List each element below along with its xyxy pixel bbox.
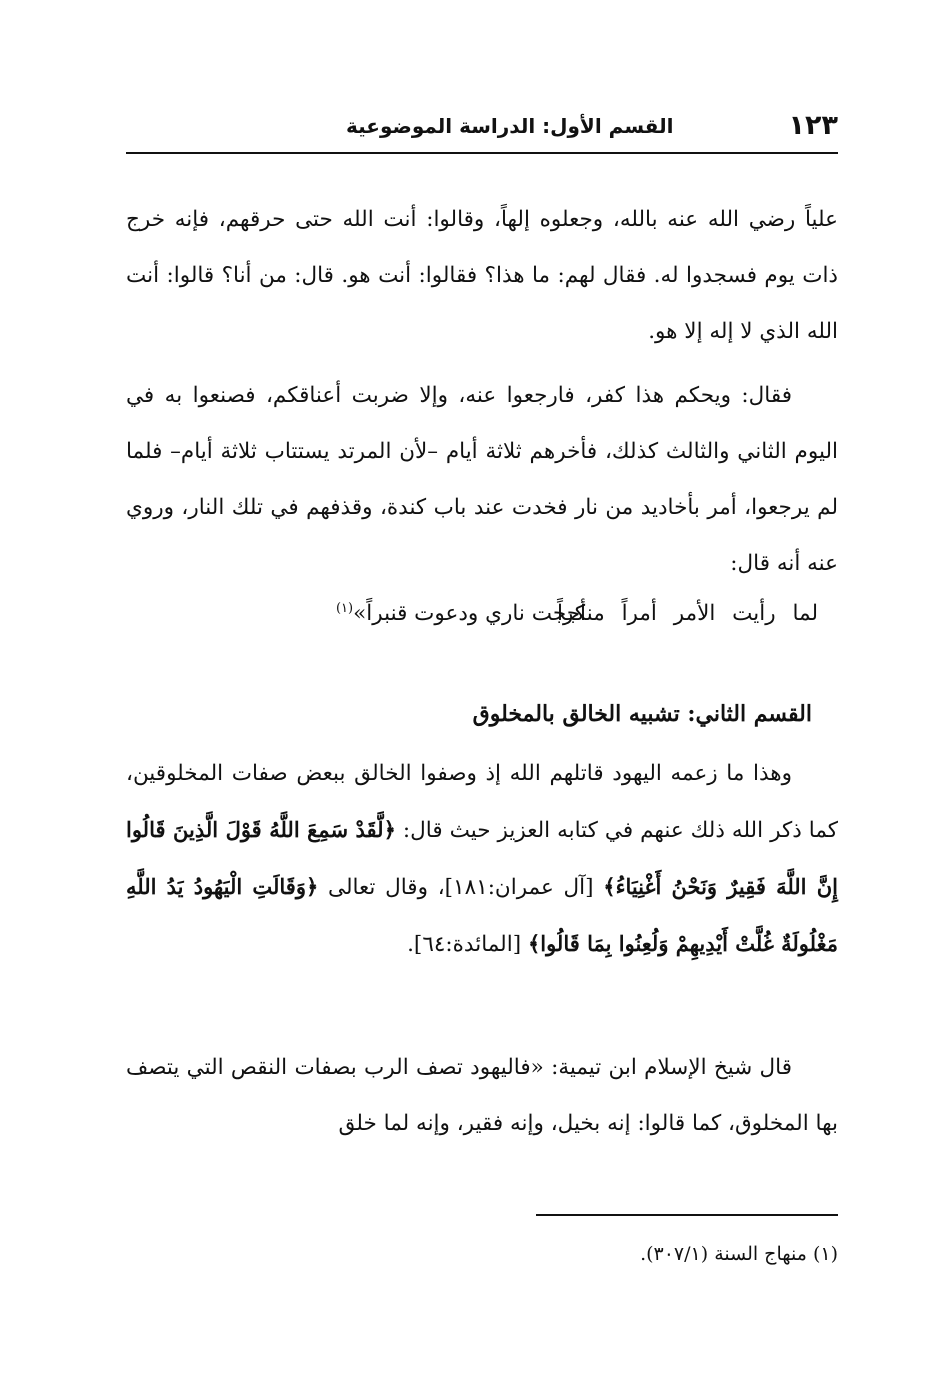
running-title: القسم الأول: الدراسة الموضوعية: [346, 114, 674, 138]
quran-quote-1: ﴿لَّقَدْ سَمِعَ اللَّهُ قَوْلَ الَّذِينَ قَالُوا إِنَّ اللَّهَ فَقِيرٌ وَنَحْنُ أَغْنِيَاءُ﴾: [126, 817, 838, 899]
verse-hemistich-1: لما رأيت الأمر أمراً منكراً: [557, 601, 818, 626]
paragraph-2: فقال: ويحكم هذا كفر، فارجعوا عنه، وإلا ضربت أعناقكم، فصنعوا به في اليوم الثاني والثالث كذلك، فأخرهم ثلاثة أيام –لأن المرتد يستتاب ثلاثة أيام– فلما لم يرجعوا، أمر بأخاديد من نار فخدت عند باب كندة، وقذفهم في تلك النار، وروي عنه أنه قال:: [126, 383, 838, 576]
verse-hemistich-2-text: أججت ناري ودعوت قنبراً»: [353, 601, 586, 626]
header-rule: [126, 152, 838, 154]
quran-reference-1: [آل عمران:١٨١]، وقال تعالى: [328, 875, 594, 900]
quran-quote-2: ﴿وَقَالَتِ الْيَهُودُ يَدُ اللَّهِ مَغْلُولَةٌ غُلَّتْ أَيْدِيهِمْ وَلُعِنُوا بِمَا قَالُوا﴾: [126, 874, 838, 956]
footnote: (١) منهاج السنة (٣٠٧/١).: [640, 1243, 838, 1265]
footnote-rule: [536, 1214, 838, 1216]
page-number: ١٢٣: [788, 110, 838, 141]
paragraph-3-intro: وهذا ما زعمه اليهود قاتلهم الله إذ وصفوا الخالق ببعض صفات المخلوقين، كما ذكر الله ذلك عنهم في كتابه العزيز حيث قال:: [126, 761, 838, 843]
verse-hemistich-2: [336, 586, 586, 642]
paragraph-1: علياً رضي الله عنه بالله، وجعلوه إلهاً، وقالوا: أنت الله حتى حرقهم، فإنه خرج ذات يوم فسجدوا له. فقال لهم: ما هذا؟ فقالوا: أنت هو. قال: من أنا؟ قالوا: أنت الله الذي لا إله إلا هو.: [126, 207, 838, 344]
page-header: [126, 108, 838, 154]
quran-reference-2: [المائدة:٦٤].: [407, 932, 522, 957]
paragraph-4: قال شيخ الإسلام ابن تيمية: «فاليهود تصف الرب بصفات النقص التي يتصف بها المخلوق، كما قالوا: إنه بخيل، وإنه فقير، وإنه لما خلق: [126, 1055, 838, 1136]
paragraph-3: [126, 746, 838, 973]
footnote-reference: (١): [335, 600, 354, 616]
section-heading: القسم الثاني: تشبيه الخالق بالمخلوق: [472, 701, 812, 727]
